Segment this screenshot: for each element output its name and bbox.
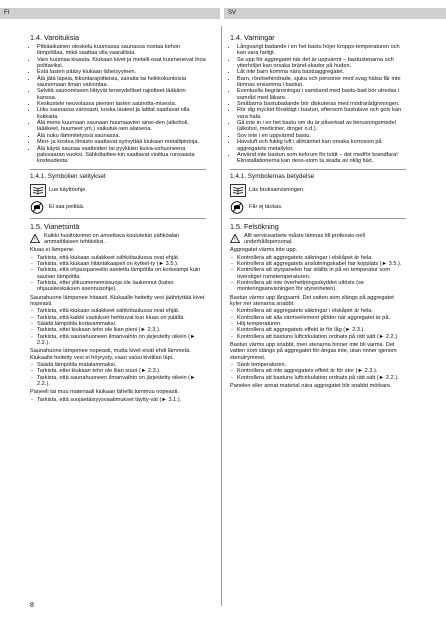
list-item: • Älä mene kuumaan saunaan huumaavien ainei-den (alkoholi, lääkkeet, huumeet ym.) vaikutuk-sen alaisena. [37, 120, 206, 133]
symptom-2-title: Bastun värms upp långsamt. Det vatten som slängs på aggregatet kyler ner stenarna snabbt. [230, 294, 394, 307]
symbols-heading: 1.4.1. Symbolien selitykset [30, 172, 106, 180]
list-item: - Tarkista, että kaikki vastukset hehkuvat kun kiuas on päällä. [30, 315, 206, 321]
symbol-read-label: Lue käyttöohje. [49, 186, 87, 193]
list-item: - Kontrollera att aggregatets anslutningskabel har kopplats (► 3.5.). [230, 261, 406, 267]
list-item: - Kontrollera att alla värmeelement glöder när aggregatet är på. [230, 315, 406, 321]
list-item: • Selvitä saunomiseen liittyvät terveydelliset rajoitteet lääkärin kanssa. [37, 88, 206, 101]
symptom-3-title: Saunahuone lämpenee nopeasti, mutta kivet eivät ehdi lämmetä. Kiukaalle heitetty vesi ei höyrysty, vaan valuu kivitilan läpi. [30, 348, 191, 361]
list-item: - Höj temperaturen. [230, 321, 406, 327]
warnings-heading: 1.4. Varoituksia [30, 33, 80, 42]
list-item: • Havsluft och fuktig luft i allmänhet kan orsaka korrosion på aggregatets metallytor. [237, 139, 406, 152]
list-item: - Tarkista, että kiukaan sulakkeet sähkötaulussa ovat ehjät. [30, 255, 206, 261]
list-item: • Älä käytä saunaa vaatteiden tai pyykkien kuiva-ushuoneena palovaaran vuoksi. Sähkölaittee-kin saattavat vioittua runsaasta kosteudesta. [37, 146, 206, 165]
list-item: • Varo kuumaa kiuasta. Kiukaan kivet ja metalli-osat kuumenevat ihoa polttaviksi. [37, 57, 206, 70]
symptom-4-title: Paneeli tai muu materiaali kiukaan lähellä tummuu nopeasti. [30, 389, 179, 396]
list-item: • Småbarns bastubadande bör diskuteras med mödrarådgivningen. [237, 101, 406, 107]
symbols-heading: 1.4.1. Symbolernas betydelse [230, 172, 315, 180]
list-item: - Tarkista, että suojaetäisyysvaatimukset täytty-vät (► 3.1.). [30, 397, 206, 403]
symptom-3-list [30, 362, 206, 387]
column-divider [221, 26, 222, 606]
no-cover-icon [230, 201, 246, 214]
list-item: - Kontrollera att inte överhettningsskyddet utlösts (se monteringsanvisningen för styrenheten). [230, 280, 406, 293]
list-item: • Pitkäaikainen oleskelu kuumassa saunassa nostaa kehon lämpötilaa, mikä saattaa olla vaarallista. [37, 44, 206, 57]
section-rule [230, 169, 406, 170]
section-rule [230, 218, 406, 219]
symptom-4-title: Panelen eller annat material nära aggregatet blir snabbt mörkare. [230, 383, 392, 390]
svg-text:!: ! [234, 237, 236, 243]
symbol-no-cover [30, 201, 206, 214]
list-item: • Gå inte in i en het bastu om du är påverkad av berusningsmedel (alkohol, mediciner, droger o.d.). [237, 120, 406, 133]
section-rule [30, 169, 206, 170]
language-tab-fi [0, 8, 220, 19]
list-item: • Estä lasten pääsy kiukaan läheisyyteen. [37, 69, 206, 75]
symbol-read-label: Läs bruksanvisningen. [249, 186, 305, 193]
fault-intro-text: Allt servicearbete måste lämnas till professio-nell underhållspersonal. [244, 232, 365, 245]
list-item: • Använd inte bastun som torkrum för tvätt – det medför brandfara! Elinstallationerna kan dess-utom ta skada av riklig fukt. [237, 152, 406, 165]
list-item: - Tarkista, että saunahuoneen ilmanvaihto on järjestetty oikein (► 2.2.). [30, 375, 206, 388]
list-item: - Kontrollera att aggregatets effekt är för låg (► 2.3.). [230, 327, 406, 333]
list-item: - Tarkista, ettei ylikuumenemissuoja ole laukennut (katso ohjauskeskuksen asennusohje). [30, 280, 206, 293]
symptom-1-title: Kiuas ei lämpene. [30, 247, 75, 254]
symbol-read-manual [230, 184, 406, 197]
list-item: - Kontrollera att inte aggregatets effekt är för stor (► 2.3.). [230, 368, 406, 374]
list-item: • Älä nuku lämmitetyssä saunassa. [37, 133, 206, 139]
list-item: - Tarkista, ettei kiukaan teho ole liian pieni (► 2.3.). [30, 327, 206, 333]
list-item: • Se upp för aggregatet när det är uppvärmt – bastustenarna och ytterhöljet kan orsaka bränd-skador på huden. [237, 57, 406, 70]
fault-warning [230, 233, 406, 246]
symptom-2-list [230, 308, 406, 340]
symptom-3-list [230, 362, 406, 381]
list-item: - Tarkista, että saunahuoneen ilmanvaihto on järjestetty oikein (► 2.2.). [30, 334, 206, 347]
list-item: - Tarkista, että ohjauspaneelin asetettu lämpötila on korkeampi kuin saunan lämpötila. [30, 267, 206, 280]
list-item: • Liiku saunassa varovasti, koska lauteet ja lattiat saattavat olla liukkaita. [37, 107, 206, 120]
list-item: • Keskustele neuvolassa pienten lasten saunotta-misesta. [37, 101, 206, 107]
section-rule [30, 218, 206, 219]
symbol-forbidden-label: Får ej täckas. [249, 203, 283, 210]
symptom-4-list [30, 397, 206, 403]
symptom-3-title: Bastun värms upp snabbt, men stenarna hinner inte bli varma. Det vatten som slängs på aggregatet för-ångas inte, utan rinner igenom stenutrymmet. [230, 342, 397, 361]
list-item: - Kontrollera att aggregatets säkringar i elskåpet är hela. [230, 255, 406, 261]
list-item: • Sov inte i en uppvärmd bastu. [237, 133, 406, 139]
fault-warning [30, 233, 206, 246]
fault-intro-text: Kaikki huoltotoimet on annettava koulutetun sähköalan ammattilaisen tehtäviksi. [44, 232, 180, 245]
symptom-2-title: Saunahuone lämpenee hitaasti. Kiukaalle heitetty vesi jäähdyttää kivet nopeasti. [30, 294, 205, 307]
book-icon [30, 184, 46, 197]
language-label-sv: SV [228, 10, 237, 16]
list-item: • Rör dig mycket försiktigt i bastun, eftersom bastulave och golv kan vara hala. [237, 107, 406, 120]
warning-triangle-icon [230, 234, 240, 243]
list-item: • Barn, rörelsehindrade, sjuka och personer med svag hälsa får inte lämnas ensamma i bastun. [237, 76, 406, 89]
list-item: - Säädä lämpötila korkeammaksi. [30, 321, 206, 327]
symbol-read-manual [30, 184, 206, 197]
warnings-list [30, 44, 206, 165]
language-tab-sv [224, 8, 446, 19]
list-item: - Tarkista, että kiukaan liitäntäkaapeli on kytket-ty (► 3.5.). [30, 261, 206, 267]
warnings-list [230, 44, 406, 165]
svg-text:!: ! [34, 237, 36, 243]
symbol-forbidden-label: Ei saa peittää. [49, 203, 85, 210]
fault-heading: 1.5. Vianetsintä [30, 221, 80, 231]
list-item: - Kontrollera att bastuns luftcirkulation ordnats på rätt sätt (► 2.2.). [230, 334, 406, 340]
list-item: - Kontrollera att styrpanelen har ställts in på en temperatur som överstiger rumstemperaturen. [230, 267, 406, 280]
list-item: - Tarkista, että kiukaan sulakkeet sähkötaulussa ovat ehjät. [30, 308, 206, 314]
no-cover-icon [30, 201, 46, 214]
list-item: • Meri- ja kostea ilmasto saattavat syövyttää kiukaan metallipintoja. [37, 139, 206, 145]
list-item: • Låt inte barn komma nära bastuaggregatet. [237, 69, 406, 75]
list-item: - Kontrollera att bastuns luftcirkulation ordnats på rätt sätt (► 2.2.). [230, 375, 406, 381]
finnish-column [30, 30, 206, 404]
symptom-1-list [30, 255, 206, 293]
list-item: - Kontrollera att aggregatets säkringar i elskåpet är hela. [230, 308, 406, 314]
book-icon [230, 184, 246, 197]
list-item: • Långvarigt badande i en het bastu höjer kropps-temperaturen och kan vara farligt. [237, 44, 406, 57]
symbol-no-cover [230, 201, 406, 214]
list-item: - Sänk temperaturen. [230, 362, 406, 368]
symptom-1-title: Aggregatet värms inte upp. [230, 247, 298, 254]
symptom-1-list [230, 255, 406, 293]
page-number: 8 [30, 602, 34, 609]
warning-triangle-icon [30, 234, 40, 243]
warnings-heading: 1.4. Varningar [230, 33, 275, 42]
swedish-column [230, 30, 406, 390]
list-item: • Älä jätä lapsia, liikuntarajoitteisia, sairaita tai heikkokuntoisia saunomaan ilman valvontaa. [37, 76, 206, 89]
language-label-fi: FI [4, 10, 10, 16]
symptom-2-list [30, 308, 206, 346]
list-item: • Eventuella begränsningar i samband med bastu-bad bör utredas i samråd med läkare. [237, 88, 406, 101]
fault-heading: 1.5. Felsökning [230, 221, 279, 231]
list-item: - Tarkista, ettei kiukaan teho ole liian suuri (► 2.3.). [30, 368, 206, 374]
list-item: - Säädä lämpötila matalammaksi. [30, 362, 206, 368]
